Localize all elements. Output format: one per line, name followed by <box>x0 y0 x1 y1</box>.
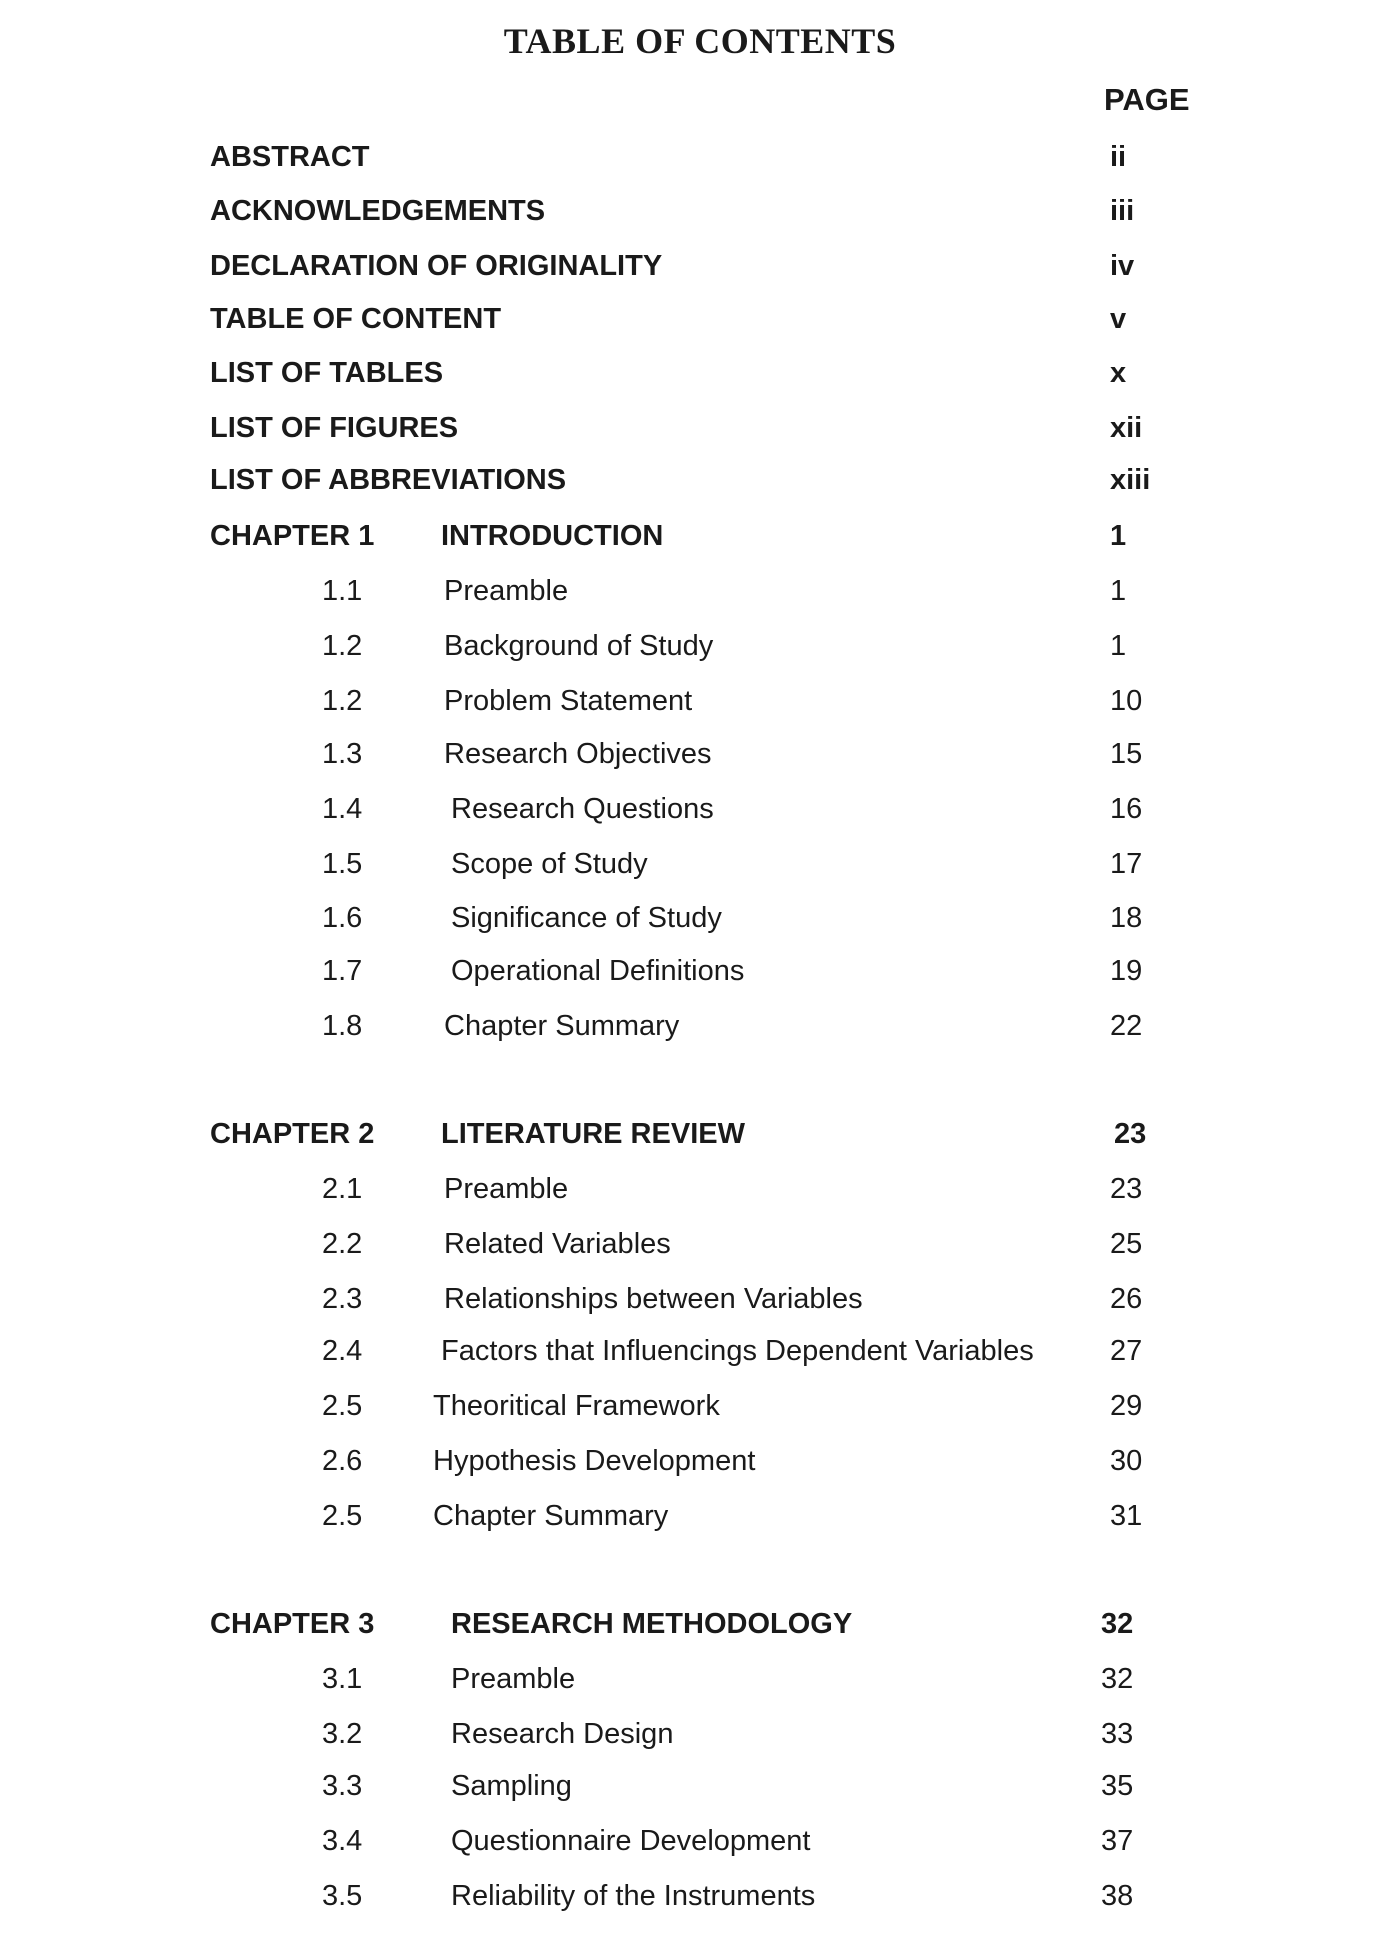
section-number: 2.4 <box>322 1335 363 1367</box>
section-title: Preamble <box>444 1173 569 1205</box>
section-title: Sampling <box>451 1770 572 1802</box>
toc-entry-page: xii <box>1110 412 1143 444</box>
section-title: Significance of Study <box>451 902 722 934</box>
section-number: 2.3 <box>322 1283 363 1315</box>
section-page: 31 <box>1110 1500 1143 1532</box>
chapter-number: CHAPTER 3 <box>210 1608 375 1640</box>
toc-section <box>0 1169 1400 1209</box>
toc-section <box>0 1714 1400 1754</box>
section-title: Factors that Influencings Dependent Variables <box>441 1335 1034 1367</box>
toc-section <box>0 951 1400 991</box>
section-number: 3.4 <box>322 1825 363 1857</box>
section-number: 1.8 <box>322 1010 363 1042</box>
section-page: 27 <box>1110 1335 1143 1367</box>
toc-entry-page: xiii <box>1110 464 1151 496</box>
toc-entry-label: LIST OF TABLES <box>210 357 444 389</box>
toc-section <box>0 681 1400 721</box>
section-number: 1.1 <box>322 575 363 607</box>
section-title: Questionnaire Development <box>451 1825 811 1857</box>
section-title: Reliability of the Instruments <box>451 1880 816 1912</box>
toc-entry-label: LIST OF ABBREVIATIONS <box>210 464 567 496</box>
section-page: 19 <box>1110 955 1143 987</box>
toc-section <box>0 1279 1400 1319</box>
section-page: 23 <box>1110 1173 1143 1205</box>
section-page: 16 <box>1110 793 1143 825</box>
toc-chapter-1 <box>0 516 1400 556</box>
section-page: 32 <box>1101 1663 1134 1695</box>
section-number: 2.1 <box>322 1173 363 1205</box>
section-title: Background of Study <box>444 630 714 662</box>
toc-section <box>0 1876 1400 1916</box>
toc-entry-table-of-content <box>0 299 1400 339</box>
page-column-header: PAGE <box>1104 82 1190 117</box>
toc-entry-page: x <box>1110 357 1127 389</box>
toc-entry-label: LIST OF FIGURES <box>210 412 459 444</box>
section-number: 1.2 <box>322 630 363 662</box>
toc-entry-declaration <box>0 246 1400 286</box>
section-title: Preamble <box>451 1663 576 1695</box>
section-page: 33 <box>1101 1718 1134 1750</box>
chapter-title: RESEARCH METHODOLOGY <box>451 1608 853 1640</box>
section-page: 35 <box>1101 1770 1134 1802</box>
section-number: 2.2 <box>322 1228 363 1260</box>
chapter-number: CHAPTER 2 <box>210 1118 375 1150</box>
section-title: Research Questions <box>451 793 714 825</box>
toc-section <box>0 1006 1400 1046</box>
section-number: 3.3 <box>322 1770 363 1802</box>
chapter-page: 1 <box>1110 520 1127 552</box>
chapter-page: 32 <box>1101 1608 1134 1640</box>
section-page: 17 <box>1110 848 1143 880</box>
section-title: Problem Statement <box>444 685 693 717</box>
section-number: 1.6 <box>322 902 363 934</box>
toc-entry-list-of-abbreviations <box>0 460 1400 500</box>
toc-section <box>0 789 1400 829</box>
section-page: 1 <box>1110 630 1127 662</box>
toc-section <box>0 1821 1400 1861</box>
toc-entry-page: iv <box>1110 250 1135 282</box>
section-page: 26 <box>1110 1283 1143 1315</box>
section-page: 22 <box>1110 1010 1143 1042</box>
page-title: TABLE OF CONTENTS <box>503 21 897 61</box>
section-number: 1.7 <box>322 955 363 987</box>
toc-entry-page: v <box>1110 303 1127 335</box>
toc-section <box>0 844 1400 884</box>
toc-entry-page: ii <box>1110 141 1127 173</box>
toc-chapter-2 <box>0 1114 1400 1154</box>
section-page: 29 <box>1110 1390 1143 1422</box>
section-number: 2.6 <box>322 1445 363 1477</box>
section-title: Related Variables <box>444 1228 671 1260</box>
section-number: 1.2 <box>322 685 363 717</box>
toc-entry-list-of-tables <box>0 353 1400 393</box>
section-number: 2.5 <box>322 1500 363 1532</box>
section-number: 1.4 <box>322 793 363 825</box>
section-number: 3.2 <box>322 1718 363 1750</box>
chapter-page: 23 <box>1114 1118 1147 1150</box>
toc-section <box>0 571 1400 611</box>
toc-section <box>0 1441 1400 1481</box>
section-page: 37 <box>1101 1825 1134 1857</box>
section-number: 2.5 <box>322 1390 363 1422</box>
section-page: 18 <box>1110 902 1143 934</box>
toc-section <box>0 734 1400 774</box>
toc-entry-acknowledgements <box>0 191 1400 231</box>
toc-section <box>0 1331 1400 1371</box>
section-number: 1.3 <box>322 738 363 770</box>
toc-entry-label: ACKNOWLEDGEMENTS <box>210 195 546 227</box>
section-number: 3.5 <box>322 1880 363 1912</box>
toc-section <box>0 1766 1400 1806</box>
section-number: 3.1 <box>322 1663 363 1695</box>
toc-section <box>0 1659 1400 1699</box>
toc-entry-list-of-figures <box>0 408 1400 448</box>
section-title: Research Objectives <box>444 738 712 770</box>
toc-entry-page: iii <box>1110 195 1135 227</box>
chapter-title: INTRODUCTION <box>441 520 664 552</box>
toc-chapter-3 <box>0 1604 1400 1644</box>
section-title: Hypothesis Development <box>433 1445 756 1477</box>
section-page: 38 <box>1101 1880 1134 1912</box>
section-title: Operational Definitions <box>451 955 745 987</box>
section-title: Preamble <box>444 575 569 607</box>
section-page: 1 <box>1110 575 1127 607</box>
toc-entry-label: DECLARATION OF ORIGINALITY <box>210 250 663 282</box>
section-title: Research Design <box>451 1718 674 1750</box>
toc-section <box>0 1224 1400 1264</box>
toc-section <box>0 898 1400 938</box>
section-title: Chapter Summary <box>433 1500 669 1532</box>
section-title: Scope of Study <box>451 848 648 880</box>
toc-section <box>0 1496 1400 1536</box>
section-number: 1.5 <box>322 848 363 880</box>
toc-entry-label: TABLE OF CONTENT <box>210 303 502 335</box>
chapter-number: CHAPTER 1 <box>210 520 375 552</box>
toc-entry-label: ABSTRACT <box>210 141 370 173</box>
chapter-title: LITERATURE REVIEW <box>441 1118 745 1150</box>
section-page: 15 <box>1110 738 1143 770</box>
section-page: 25 <box>1110 1228 1143 1260</box>
section-page: 10 <box>1110 685 1143 717</box>
toc-entry-abstract <box>0 137 1400 177</box>
section-title: Theoritical Framework <box>433 1390 720 1422</box>
toc-section <box>0 626 1400 666</box>
toc-section <box>0 1386 1400 1426</box>
section-title: Chapter Summary <box>444 1010 680 1042</box>
section-title: Relationships between Variables <box>444 1283 863 1315</box>
section-page: 30 <box>1110 1445 1143 1477</box>
